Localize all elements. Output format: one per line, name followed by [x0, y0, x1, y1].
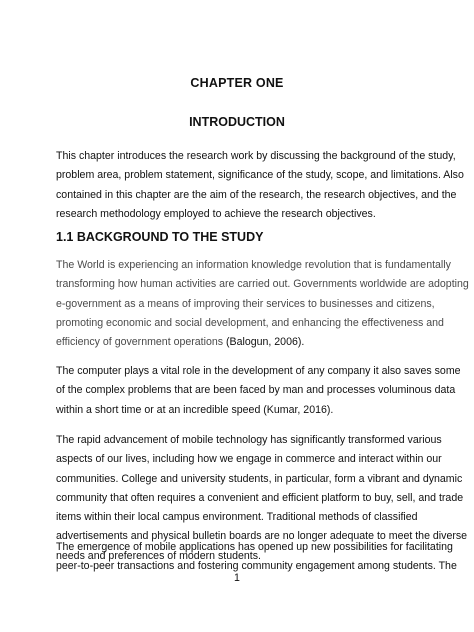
paragraph-line: The emergence of mobile applications has opened up new possibilities for facilitating [56, 541, 453, 553]
intro-line: research methodology employed to achieve the research objectives. [56, 207, 376, 220]
paragraph-line: peer-to-peer transactions and fostering community engagement among students. The [56, 560, 457, 573]
background-paragraph-2 [56, 362, 461, 420]
paragraph-line: The computer plays a vital role in the development of any company it also saves some [56, 365, 461, 377]
paragraph-line: e-government as a means of improving their services to businesses and citizens, [56, 297, 435, 310]
introduction-heading: INTRODUCTION [189, 115, 285, 129]
chapter-title: CHAPTER ONE [190, 76, 284, 90]
paragraph-line: community that often requires a convenient and efficient platform to buy, sell, and trade [56, 491, 464, 504]
paragraph-line: aspects of our lives, including how we engage in commerce and interact within our [56, 453, 442, 466]
section-heading: 1.1 BACKGROUND TO THE STUDY [56, 230, 264, 244]
intro-line: problem area, problem statement, significance of the study, scope, and limitations. Also [56, 169, 464, 182]
paragraph-line: The rapid advancement of mobile technology has significantly transformed various [56, 434, 442, 446]
paragraph-line: advertisements and physical bulletin boards are no longer adequate to meet the diverse [56, 530, 468, 543]
paragraph-line: transforming how human activities are carried out. Governments worldwide are adopting [56, 278, 469, 291]
page-number: 1 [234, 572, 240, 584]
intro-line: This chapter introduces the research work by discussing the background of the study, [56, 150, 456, 162]
paragraph-line: efficiency of government operations [56, 336, 226, 349]
intro-paragraph [56, 147, 464, 224]
background-paragraph-1 [56, 256, 469, 352]
paragraph-line: promoting economic and social development, and enhancing the effectiveness and [56, 316, 444, 329]
paragraph-line: needs and preferences of modern students. [56, 549, 261, 562]
citation: (Balogun, 2006). [226, 336, 305, 349]
paragraph-line: of the complex problems that are been faced by man and processes voluminous data [56, 384, 456, 397]
paragraph-line: communities. College and university students, in particular, form a vibrant and dynamic [56, 472, 463, 485]
paragraph-line: The World is experiencing an information knowledge revolution that is fundamentally [56, 259, 451, 271]
intro-line: contained in this chapter are the aim of the research, the research objectives, and the [56, 188, 457, 201]
background-paragraph-4 [56, 538, 457, 577]
paragraph-line: within a short time or at an incredible speed (Kumar, 2016). [56, 403, 334, 416]
paragraph-line: items within their local campus environment. Traditional methods of classified [56, 511, 418, 524]
